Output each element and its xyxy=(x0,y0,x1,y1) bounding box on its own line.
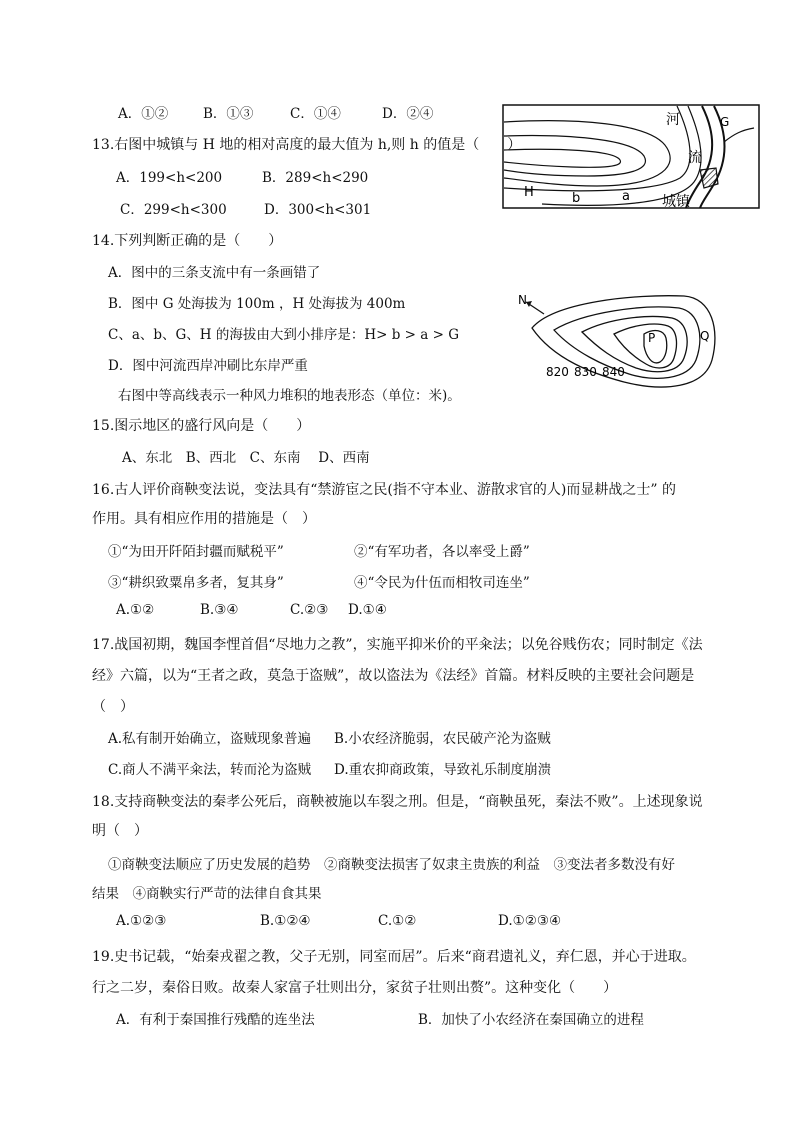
map2-label-820: 820 xyxy=(546,365,569,379)
map1-label-h: H xyxy=(524,185,534,200)
q17-option-c: C.商人不满平籴法，转而沦为盗贼 xyxy=(108,762,312,778)
q13-option-d: D．300<h<301 xyxy=(264,202,372,218)
q16-option-c: C.②③ xyxy=(290,602,329,618)
map1-label-river1: 河 xyxy=(666,112,680,128)
q16-option-b: B.③④ xyxy=(200,602,239,618)
map1-town-area xyxy=(700,168,718,188)
q19-option-b: B．加快了小农经济在秦国确立的进程 xyxy=(418,1012,644,1028)
q16-item-4: ④“令民为什伍而相牧司连坐” xyxy=(354,575,530,591)
q19-stem-line2: 行之二岁，秦俗日败。故秦人家富子壮则出分，家贫子壮则出赘”。这种变化（ ） xyxy=(92,980,618,996)
q17-stem-line3: （ ） xyxy=(92,699,134,715)
q14-option-b: B．图中 G 处海拔为 100m ，H 处海拔为 400m xyxy=(108,296,406,312)
map1-tributary-g xyxy=(724,128,754,142)
dune-contour-map xyxy=(514,290,736,390)
q19-option-a: A．有利于秦国推行残酷的连坐法 xyxy=(116,1012,315,1028)
map1-contour-4 xyxy=(504,106,690,191)
map2-label-q: Q xyxy=(700,329,710,343)
prev-option-c: C．①④ xyxy=(290,106,341,122)
q16-item-1: ①“为田开阡陌封疆而赋税平” xyxy=(108,544,284,560)
prev-option-a: A．①② xyxy=(118,106,169,122)
q16-option-a: A.①② xyxy=(116,602,155,618)
q16-stem-line2: 作用。具有相应作用的措施是（ ） xyxy=(92,511,316,527)
q17-stem-line2: 经》六篇，以为“王者之政，莫急于盗贼”，故以盗法为《法经》首篇。材料反映的主要社会问题是 xyxy=(92,668,695,684)
map1-contour-3 xyxy=(504,149,620,167)
q15-intro: 右图中等高线表示一种风力堆积的地表形态（单位：米)。 xyxy=(118,388,461,404)
map1-label-b: b xyxy=(572,191,581,206)
prev-option-d: D．②④ xyxy=(382,106,434,122)
q13-option-a: A．199<h<200 xyxy=(116,170,223,186)
q13-stem: 13.右图中城镇与 H 地的相对高度的最大值为 h,则 h 的值是（ ） xyxy=(92,137,522,153)
q18-option-b: B.①②④ xyxy=(260,913,311,929)
q18-items-line1: ①商鞅变法顺应了历史发展的趋势 ②商鞅变法损害了奴隶主贵族的利益 ③变法者多数没有好 xyxy=(108,857,675,873)
map1-label-river2: 流 xyxy=(688,150,702,166)
q16-item-3: ③“耕织致粟帛多者，复其身” xyxy=(108,575,284,591)
q18-option-c: C.①② xyxy=(378,913,417,929)
q17-option-d: D.重农抑商政策，导致礼乐制度崩溃 xyxy=(334,762,552,778)
q13-option-b: B．289<h<290 xyxy=(262,170,369,186)
map1-label-town: 城镇 xyxy=(662,194,690,210)
q13-option-c: C．299<h<300 xyxy=(120,202,227,218)
q17-stem-line1: 17.战国初期，魏国李悝首倡“尽地力之教”，实施平抑米价的平籴法；以免谷贱伤农；同时制定《法 xyxy=(92,637,703,653)
q19-stem-line1: 19.史书记载，“始秦戎翟之教，父子无别，同室而居”。后来“商君遗礼义，弃仁恩，并心于进取。 xyxy=(92,949,696,965)
q14-stem: 14.下列判断正确的是（ ） xyxy=(92,233,283,249)
q18-items-line2: 结果 ④商鞅实行严苛的法律自食其果 xyxy=(92,886,322,902)
q18-stem-line1: 18.支持商鞅变法的秦孝公死后，商鞅被施以车裂之刑。但是，“商鞅虽死，秦法不败”。上述现象说 xyxy=(92,794,703,810)
q14-option-d: D．图中河流西岸冲刷比东岸严重 xyxy=(108,358,308,374)
q15-stem: 15.图示地区的盛行风向是（ ） xyxy=(92,418,311,434)
q16-option-d: D.①④ xyxy=(348,602,387,618)
q18-stem-line2: 明（ ） xyxy=(92,823,148,839)
q17-option-b: B.小农经济脆弱，农民破产沦为盗贼 xyxy=(334,731,551,747)
q18-option-a: A.①②③ xyxy=(116,913,167,929)
q17-option-a: A.私有制开始确立，盗贼现象普遍 xyxy=(108,731,312,747)
map2-label-p: P xyxy=(648,331,656,345)
map2-north-label: N xyxy=(518,293,527,307)
q14-option-c: C、a、b、G、H 的海拔由大到小排序是：H> b > a > G xyxy=(108,327,460,343)
q15-options: A、东北 B、西北 C、东南 D、西南 xyxy=(122,450,370,466)
river-contour-map xyxy=(502,104,760,214)
map1-contour-2 xyxy=(504,136,645,176)
q16-item-2: ②“有军功者，各以率受上爵” xyxy=(354,544,530,560)
map1-label-a: a xyxy=(622,189,630,204)
q16-stem-line1: 16.古人评价商鞅变法说，变法具有“禁游宦之民(指不守本业、游散求官的人)而显耕战之士” 的 xyxy=(92,482,676,498)
map2-label-840: 840 xyxy=(602,365,625,379)
map1-label-g: G xyxy=(720,115,730,129)
q18-option-d: D.①②③④ xyxy=(498,913,562,929)
q14-option-a: A．图中的三条支流中有一条画错了 xyxy=(108,265,321,281)
map2-label-830: 830 xyxy=(574,365,597,379)
prev-option-b: B．①③ xyxy=(203,106,254,122)
